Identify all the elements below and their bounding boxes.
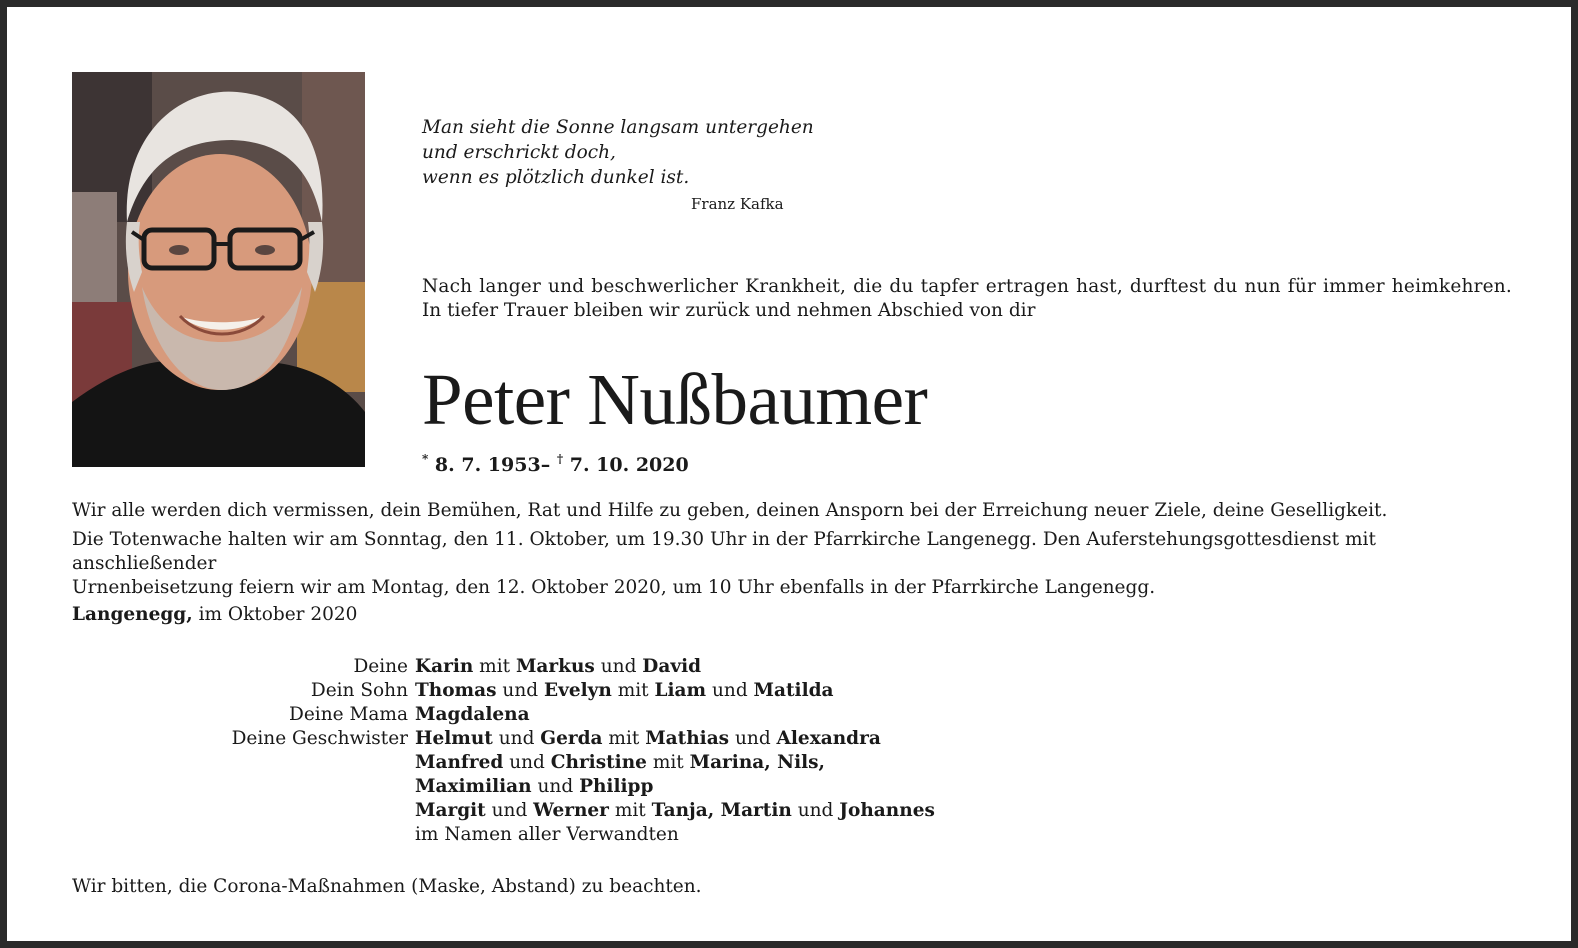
family-member-name: Werner bbox=[533, 800, 609, 821]
family-relation-label bbox=[107, 799, 415, 823]
portrait-photo bbox=[72, 72, 365, 467]
family-connector: und bbox=[496, 680, 544, 701]
life-dates bbox=[422, 447, 689, 477]
family-member-name: Evelyn bbox=[543, 680, 612, 701]
family-connector: und bbox=[492, 728, 541, 749]
date-dash: – bbox=[540, 454, 551, 476]
death-date: 7. 10. 2020 bbox=[569, 454, 689, 476]
family-row bbox=[107, 655, 935, 679]
portrait-illustration bbox=[72, 72, 365, 467]
family-connector: mit bbox=[611, 680, 655, 701]
family-names bbox=[415, 751, 825, 775]
family-member-name: Liam bbox=[654, 680, 707, 701]
family-connector: mit bbox=[602, 728, 646, 749]
service-paragraph bbox=[72, 528, 1512, 600]
family-row bbox=[107, 799, 935, 823]
quote-author: Franz Kafka bbox=[691, 195, 784, 213]
family-row bbox=[107, 751, 935, 775]
family-connector: und bbox=[485, 800, 534, 821]
family-row bbox=[107, 775, 935, 799]
family-row bbox=[107, 703, 935, 727]
family-connector: mit bbox=[608, 800, 652, 821]
family-connector: und bbox=[531, 776, 580, 797]
family-member-name: Mathias bbox=[645, 728, 730, 749]
family-names bbox=[415, 679, 834, 703]
place-date: im Oktober 2020 bbox=[192, 604, 358, 625]
memorial-paragraph: Wir alle werden dich vermissen, dein Bemühen, Rat und Hilfe zu geben, deinen Ansporn bei der Erreichung neuer Ziele, deine Geselligkeit. bbox=[72, 500, 1388, 521]
family-names bbox=[415, 823, 679, 847]
family-relation-label: Deine Mama bbox=[289, 704, 408, 725]
family-names bbox=[415, 727, 881, 751]
family-member-name: Karin bbox=[415, 656, 474, 677]
family-relation-label bbox=[107, 751, 415, 775]
family-member-name: Manfred bbox=[415, 752, 504, 773]
family-relation-label: Deine Geschwister bbox=[231, 728, 408, 749]
family-connector: und bbox=[594, 656, 643, 677]
family-relation-label: Deine bbox=[353, 656, 408, 677]
family-member-name: Alexandra bbox=[776, 728, 881, 749]
family-member-name: Johannes bbox=[839, 800, 935, 821]
birth-date: 8. 7. 1953 bbox=[434, 454, 541, 476]
family-member-name: Thomas bbox=[415, 680, 497, 701]
family-member-name: David bbox=[642, 656, 702, 677]
family-member-name: Magdalena bbox=[415, 704, 530, 725]
family-member-name: Helmut bbox=[415, 728, 493, 749]
family-connector: und bbox=[791, 800, 840, 821]
family-connector: im Namen aller Verwandten bbox=[415, 824, 679, 845]
corona-notice: Wir bitten, die Corona-Maßnahmen (Maske, Abstand) zu beachten. bbox=[72, 876, 702, 897]
family-relation-label: Dein Sohn bbox=[310, 680, 408, 701]
service-line-1: Die Totenwache halten wir am Sonntag, den 11. Oktober, um 19.30 Uhr in der Pfarrkirche Langenegg. Den Auferstehungsgottesdienst mit anschließender bbox=[72, 529, 1376, 574]
kafka-quote bbox=[422, 115, 814, 190]
death-symbol: † bbox=[556, 452, 564, 466]
family-connector: mit bbox=[646, 752, 690, 773]
intro-line-2: In tiefer Trauer bleiben wir zurück und nehmen Abschied von dir bbox=[422, 300, 1036, 321]
quote-line: Man sieht die Sonne langsam untergehen bbox=[422, 117, 814, 138]
family-list bbox=[107, 655, 935, 847]
family-row bbox=[107, 679, 935, 703]
family-member-name: Tanja, Martin bbox=[651, 800, 792, 821]
intro-line-1: Nach langer und beschwerlicher Krankheit, die du tapfer ertragen hast, durftest du nun für immer heimkehren. bbox=[422, 276, 1512, 297]
family-member-name: Christine bbox=[550, 752, 647, 773]
family-names bbox=[415, 655, 701, 679]
place-and-date bbox=[72, 603, 357, 627]
family-member-name: Marina, Nils, bbox=[689, 752, 825, 773]
service-line-2: Urnenbeisetzung feiern wir am Montag, den 12. Oktober 2020, um 10 Uhr ebenfalls in der Pfarrkirche Langenegg. bbox=[72, 577, 1156, 598]
family-relation-label bbox=[107, 775, 415, 799]
deceased-name: Peter Nußbaumer bbox=[422, 359, 928, 440]
family-relation-label bbox=[107, 823, 415, 847]
family-row bbox=[107, 823, 935, 847]
family-connector: und bbox=[706, 680, 754, 701]
birth-symbol: * bbox=[422, 452, 429, 466]
family-member-name: Margit bbox=[415, 800, 486, 821]
quote-line: und erschrickt doch, bbox=[422, 142, 616, 163]
family-names bbox=[415, 703, 530, 727]
quote-line: wenn es plötzlich dunkel ist. bbox=[422, 167, 690, 188]
family-member-name: Maximilian bbox=[415, 776, 532, 797]
family-connector: mit bbox=[473, 656, 516, 677]
family-member-name: Markus bbox=[515, 656, 595, 677]
family-member-name: Gerda bbox=[540, 728, 603, 749]
family-names bbox=[415, 799, 935, 823]
family-connector: und bbox=[503, 752, 551, 773]
family-member-name: Philipp bbox=[579, 776, 654, 797]
family-names bbox=[415, 775, 653, 799]
place-town: Langenegg, bbox=[72, 604, 193, 625]
family-row bbox=[107, 727, 935, 751]
family-connector: und bbox=[729, 728, 777, 749]
family-member-name: Matilda bbox=[753, 680, 834, 701]
intro-text bbox=[422, 275, 1512, 323]
